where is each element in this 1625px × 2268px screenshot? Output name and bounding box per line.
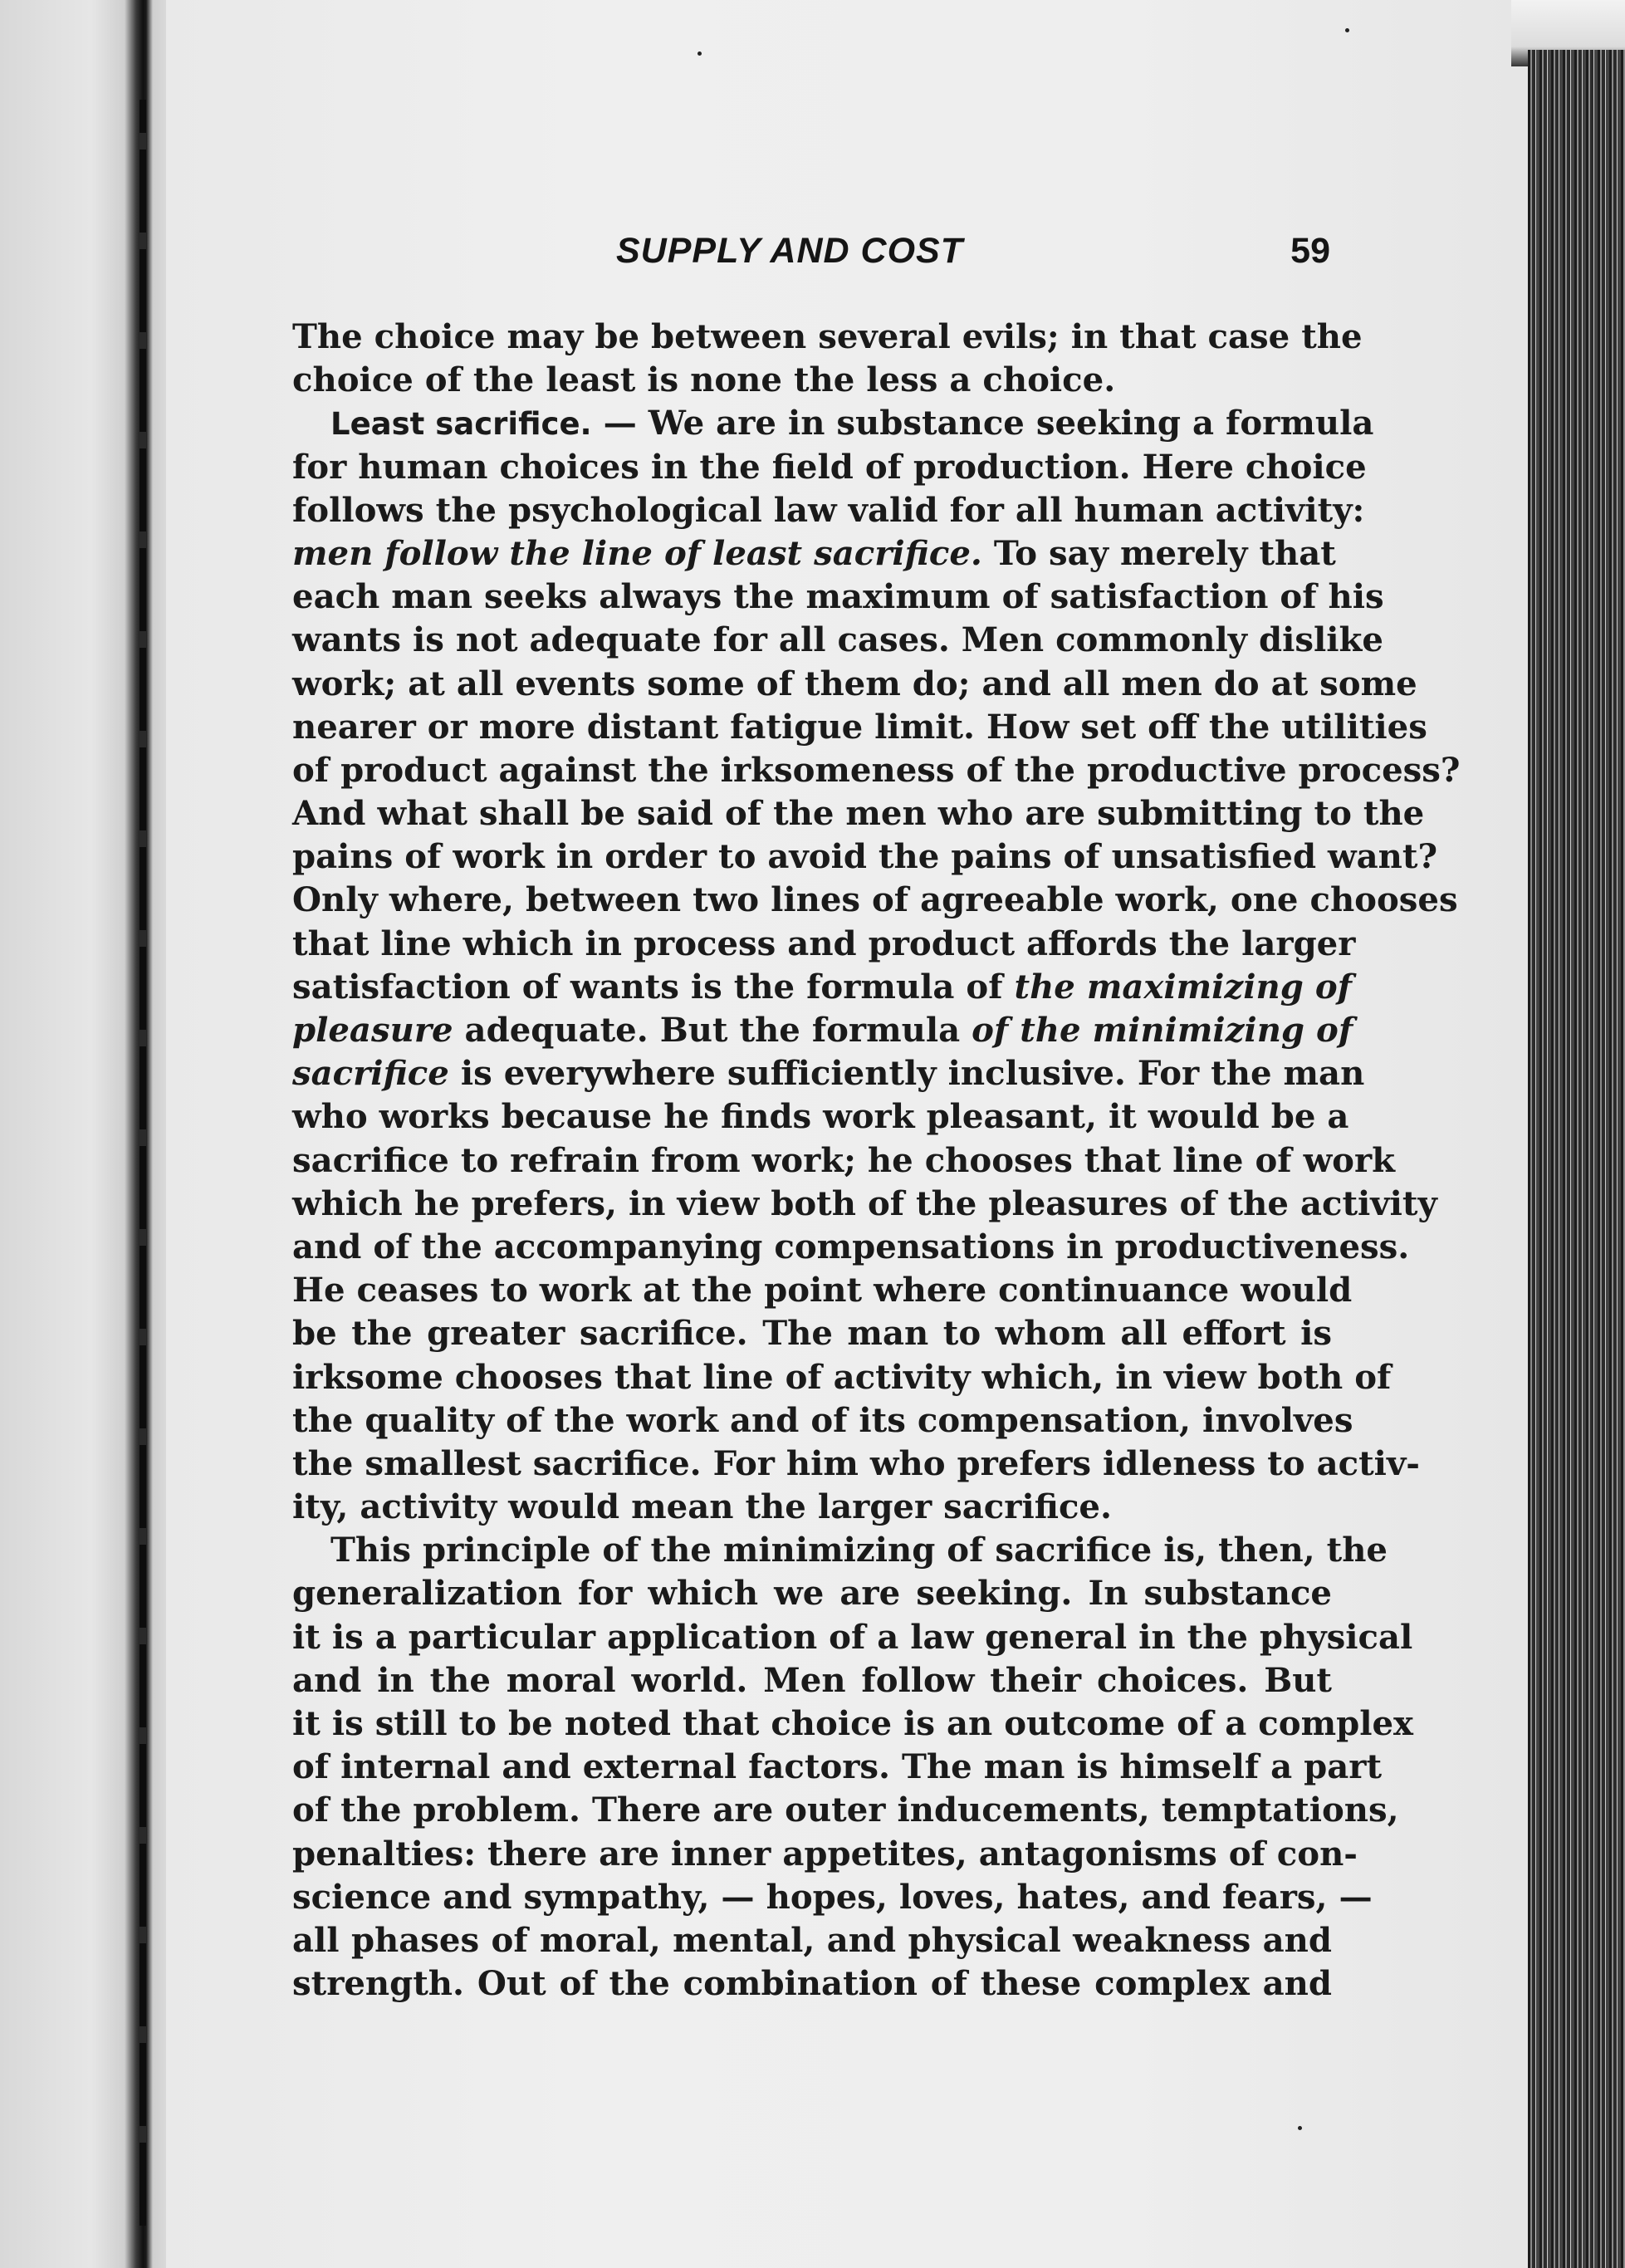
text-line: who works because he finds work pleasant, it would be a <box>292 1097 1349 1137</box>
italic-text: pleasure <box>292 1011 453 1050</box>
text-line: which he prefers, in view both of the pleasures of the activity <box>292 1183 1437 1223</box>
text-line <box>292 402 1374 445</box>
text-line: Only where, between two lines of agreeable work, one chooses <box>292 880 1458 920</box>
text-line: This principle of the minimizing of sacrifice is, then, the <box>330 1531 1388 1570</box>
italic-text: sacrifice <box>292 1054 449 1094</box>
italic-text: the maximizing of <box>1014 967 1352 1007</box>
text-line: ity, activity would mean the larger sacrifice. <box>292 1487 1112 1527</box>
text-line: nearer or more distant fatigue limit. How set off the utilities <box>292 707 1427 747</box>
binding-shadow <box>139 100 146 2226</box>
text-line: strength. Out of the combination of these complex and <box>292 1964 1332 2004</box>
text-line <box>292 1052 1365 1095</box>
text-line: for human choices in the field of production. Here choice <box>292 447 1367 487</box>
text-line: science and sympathy, — hopes, loves, hates, and fears, — <box>292 1877 1373 1917</box>
text-line: the smallest sacrifice. For him who prefers idleness to activ- <box>292 1443 1420 1483</box>
text-line: be the greater sacrifice. The man to whom all effort is <box>292 1314 1332 1354</box>
text-line: follows the psychological law valid for all human activity: <box>292 490 1365 530</box>
dust-speck <box>1298 2126 1302 2130</box>
dust-speck <box>697 51 702 56</box>
text-line: of product against the irksomeness of the productive process? <box>292 750 1461 790</box>
text-line: The choice may be between several evils; in that case the <box>292 317 1363 356</box>
text-line: of internal and external factors. The man is himself a part <box>292 1747 1383 1787</box>
text-line <box>292 1009 1353 1052</box>
text-line: He ceases to work at the point where continuance would <box>292 1271 1353 1310</box>
text-line: choice of the least is none the less a choice. <box>292 360 1116 400</box>
text-line: and of the accompanying compensations in productiveness. <box>292 1227 1410 1266</box>
text-line: penalties: there are inner appetites, antagonisms of con- <box>292 1834 1358 1874</box>
text-line: it is still to be noted that choice is an outcome of a complex <box>292 1704 1413 1743</box>
text-line: all phases of moral, mental, and physical weakness and <box>292 1920 1332 1960</box>
page-header <box>292 231 1330 281</box>
text-line: and in the moral world. Men follow their choices. But <box>292 1660 1332 1700</box>
text-line: the quality of the work and of its compensation, involves <box>292 1400 1353 1440</box>
page-number: 59 <box>1290 231 1330 271</box>
text-line: generalization for which we are seeking. In substance <box>292 1574 1332 1614</box>
text-line <box>292 532 1336 576</box>
side-heading: Least sacrifice. <box>330 406 592 443</box>
text-line <box>292 966 1352 1009</box>
text-line: sacrifice to refrain from work; he chooses that line of work <box>292 1140 1395 1180</box>
text-line: each man seeks always the maximum of satisfaction of his <box>292 577 1384 617</box>
text-line: that line which in process and product affords the larger <box>292 923 1356 963</box>
text-span: satisfaction of wants is the formula of <box>292 967 1015 1007</box>
text-line: And what shall be said of the men who are submitting to the <box>292 794 1425 834</box>
text-line: of the problem. There are outer inducements, temptations, <box>292 1790 1399 1830</box>
text-line: irksome chooses that line of activity which, in view both of <box>292 1357 1392 1397</box>
running-title: SUPPLY AND COST <box>616 231 963 271</box>
text-span: To say merely that <box>981 533 1336 573</box>
text-line: it is a particular application of a law general in the physical <box>292 1617 1413 1657</box>
italic-text: men follow the line of least sacrifice. <box>292 533 982 573</box>
text-span: adequate. But the formula <box>453 1011 972 1050</box>
text-span: — We are in substance seeking a formula <box>591 404 1374 443</box>
text-line: wants is not adequate for all cases. Men commonly dislike <box>292 620 1383 660</box>
italic-text: of the minimizing of <box>972 1011 1353 1050</box>
book-page-edges <box>1528 50 1625 2268</box>
text-line: work; at all events some of them do; and all men do at some <box>292 664 1417 703</box>
dust-speck <box>1345 28 1349 32</box>
text-span: is everywhere sufficiently inclusive. For the man <box>448 1054 1365 1094</box>
body-text <box>292 316 1461 2006</box>
text-line: pains of work in order to avoid the pains of unsatisfied want? <box>292 837 1437 877</box>
